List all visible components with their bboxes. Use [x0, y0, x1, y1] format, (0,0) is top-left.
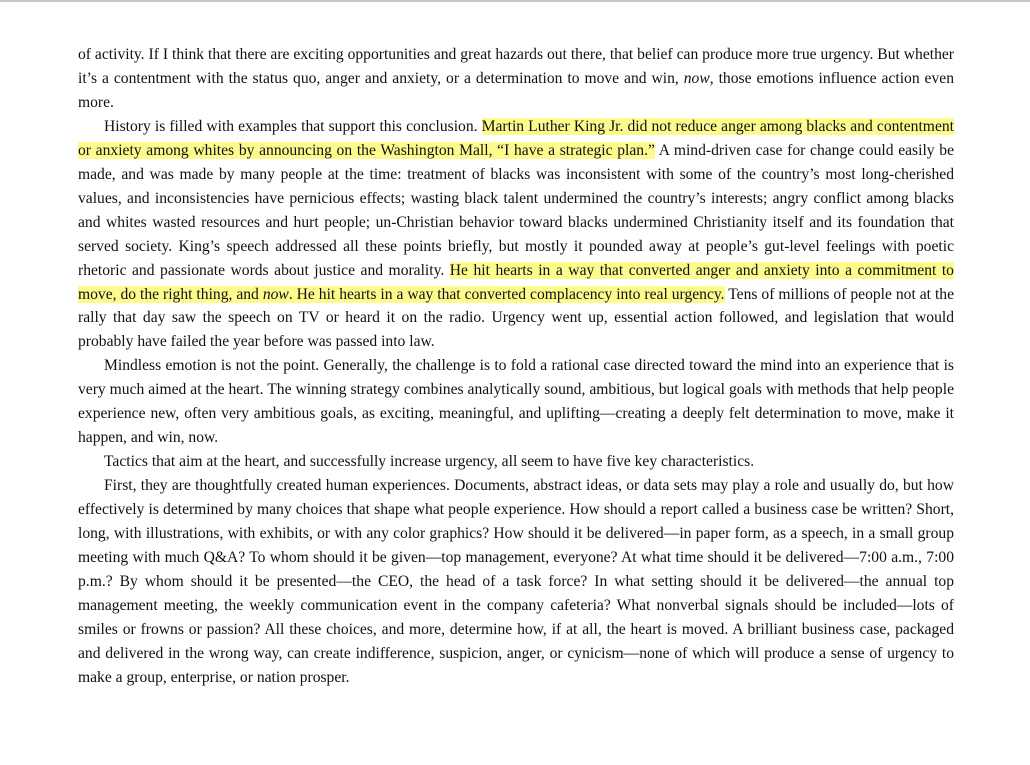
paragraph-continuation: of activity. If I think that there are exciting opportunities and great hazards out there, that belief can produce more true urgency. But whether it’s a contentment with the status quo, anger and anxiety, or a determination to move and win, now, those emotions influence action even more.	[78, 46, 954, 111]
highlight-king-quote: Martin Luther King Jr. did not reduce anger among blacks and contentment or anxiety among whites by announcing on the Washington Mall, “I have a strategic plan.”	[78, 117, 954, 159]
emphasis-now: now	[683, 69, 710, 87]
paragraph-mindless-emotion: Mindless emotion is not the point. Generally, the challenge is to fold a rational case directed toward the mind into an experience that is very much aimed at the heart. The winning strategy combines analytically sound, ambitious, but logical goals with methods that help people experience new, often very ambitious goals, as exciting, meaningful, and uplifting—creating a deeply felt determination to move, make it happen, and win, now.	[78, 357, 954, 447]
highlight-hit-hearts-now: now	[262, 285, 289, 303]
highlight-hit-hearts-1: He hit hearts in a way that converted anger and anxiety into a commitment to move, do the right thing, and	[78, 261, 954, 303]
paragraph-tactics: Tactics that aim at the heart, and successfully increase urgency, all seem to have five key characteristics.	[104, 453, 755, 471]
paragraph-first-characteristic: First, they are thoughtfully created human experiences. Documents, abstract ideas, or data sets may play a role and usually do, but how effectively is determined by many choices that shape what people experience. How should a report called a business case be written? Short, long, with illustrations, with exhibits, or with any color graphics? How should it be delivered—in paper form, as a speech, in a small group meeting with much Q&A? To whom should it be given—top management, everyone? At what time should it be delivered—7:00 a.m., 7:00 p.m.? By whom should it be presented—the CEO, the head of a task force? In what setting should it be delivered—the annual top management meeting, the weekly communication event in the company cafeteria? What nonverbal signals should be included—lots of smiles or frowns or passion? All these choices, and more, determine how, if at all, the heart is moved. A brilliant business case, packaged and delivered in the wrong way, can create indifference, suspicion, anger, or cynicism—none of which will produce a sense of urgency to make a group, enterprise, or nation prosper.	[78, 477, 954, 686]
top-border-rule	[0, 0, 1030, 2]
paragraph-history-examples: History is filled with examples that support this conclusion. Martin Luther King Jr. did not reduce anger among blacks and contentment or anxiety among whites by announcing on the Washington Mall, “I have a strategic plan.” A mind-driven case for change could easily be made, and was made by many people at the time: treatment of blacks was inconsistent with some of the country’s most long-cherished values, and inconsistencies have pernicious effects; wasting black talent undermined the country’s interests; angry conflict among blacks and whites wasted resources and hurt people; un-Christian behavior toward blacks undermined Christianity itself and its foundation that served society. King’s speech addressed all these points briefly, but mostly it pounded away at people’s gut-level feelings with poetic rhetoric and passionate words about justice and morality. He hit hearts in a way that converted anger and anxiety into a commitment to move, do the right thing, and now. He hit hearts in a way that converted complacency into real urgency. Tens of millions of people not at the rally that day saw the speech on TV or heard it on the radio. Urgency went up, essential action followed, and legislation that would probably have failed the year before was passed into law.	[78, 117, 955, 351]
document-page	[78, 43, 954, 690]
highlight-hit-hearts-2: . He hit hearts in a way that converted complacency into real urgency.	[288, 285, 725, 303]
